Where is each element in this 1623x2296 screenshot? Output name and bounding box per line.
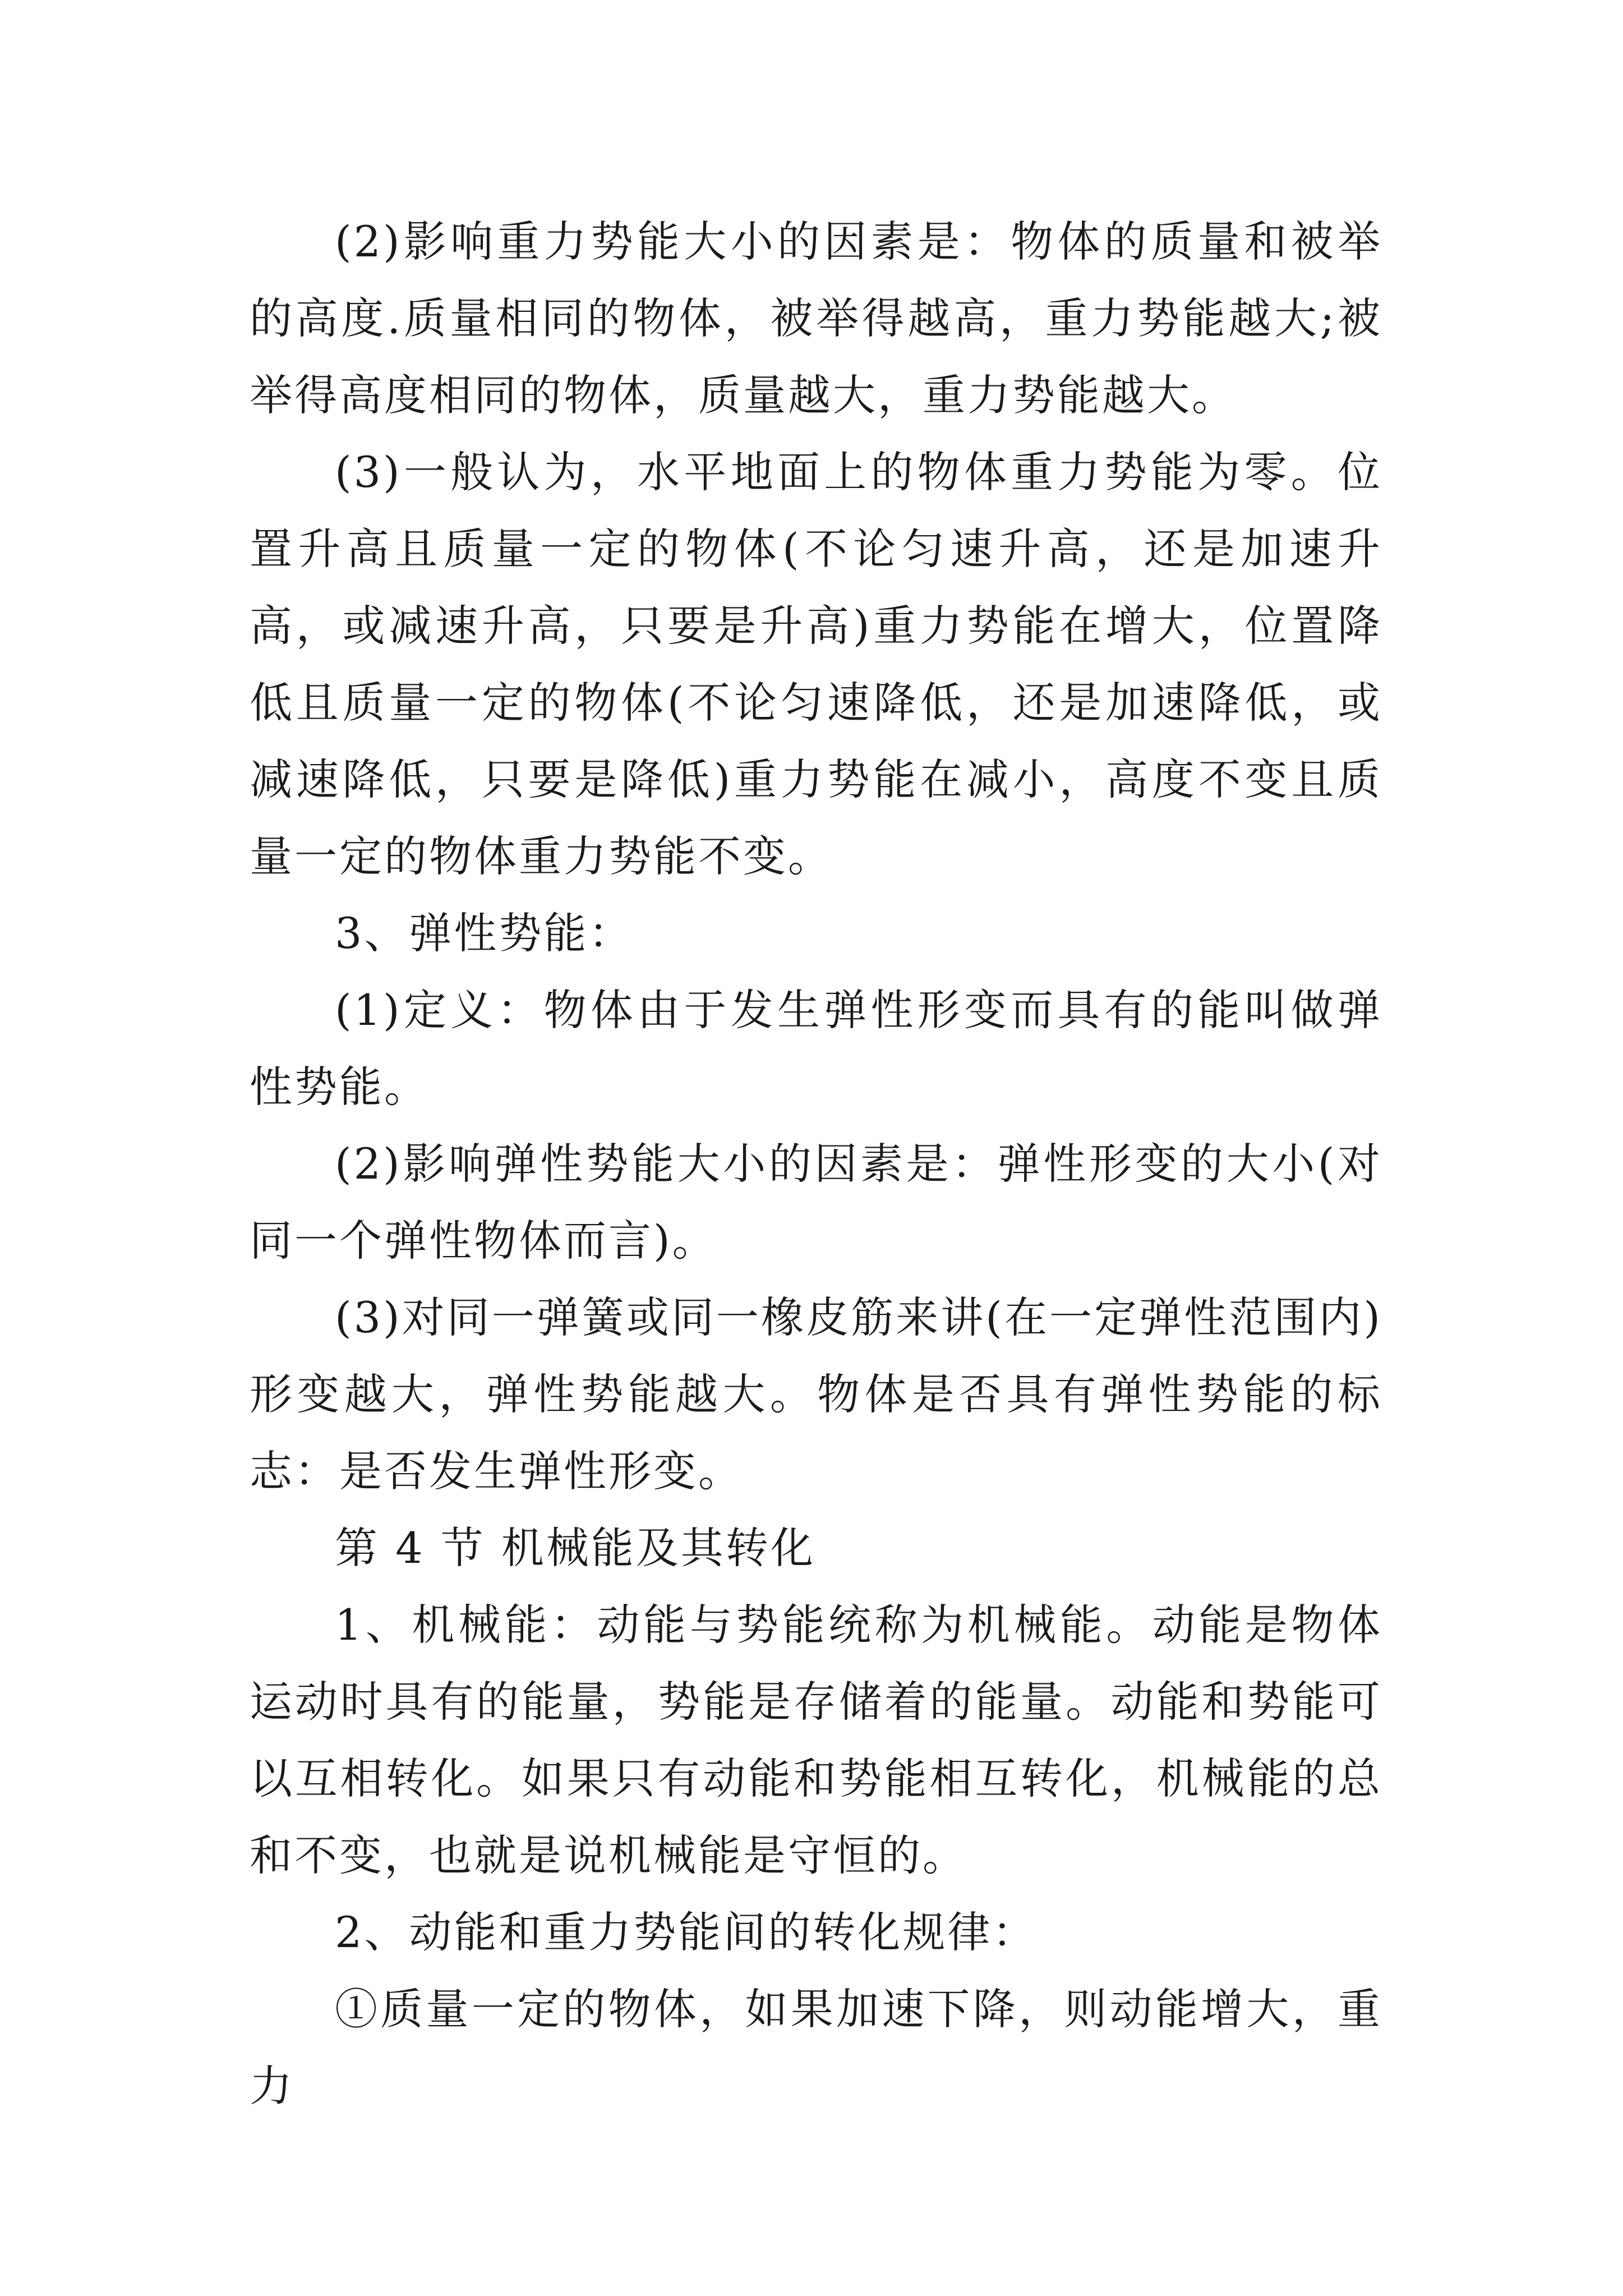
- paragraph-mechanical-energy: 1、机械能：动能与势能统称为机械能。动能是物体运动时具有的能量，势能是存储着的能量。动能和势能可以互相转化。如果只有动能和势能相互转化，机械能的总和不变，也就是说机械能是守恒的。: [250, 1600, 1382, 1880]
- heading-elastic-energy: 3、弹性势能：: [335, 908, 634, 958]
- paragraph-elastic-factors: (2)影响弹性势能大小的因素是：弹性形变的大小(对同一个弹性物体而言)。: [250, 1139, 1382, 1266]
- paragraph-conversion-rule-1: ①质量一定的物体，如果加速下降，则动能增大，重力: [250, 1984, 1382, 2111]
- section-title-mechanical-energy: 第 4 节 机械能及其转化: [335, 1523, 815, 1573]
- paragraph-elastic-definition: (1)定义：物体由于发生弹性形变而具有的能叫做弹性势能。: [250, 985, 1382, 1112]
- paragraph-gravity-zero: (3)一般认为，水平地面上的物体重力势能为零。位置升高且质量一定的物体(不论匀速升高，还是加速升高，或减速升高，只要是升高)重力势能在增大，位置降低且质量一定的物体(不论匀速降低，还是加速降低，或减速降低，只要是降低)重力势能在减小，高度不变且质量一定的物体重力势能不变。: [250, 447, 1382, 881]
- paragraph-gravity-factors: (2)影响重力势能大小的因素是：物体的质量和被举的高度.质量相同的物体，被举得越高，重力势能越大;被举得高度相同的物体，质量越大，重力势能越大。: [250, 217, 1382, 420]
- document-body: [250, 203, 1382, 2124]
- paragraph-elastic-deformation: (3)对同一弹簧或同一橡皮筋来讲(在一定弹性范围内)形变越大，弹性势能越大。物体是否具有弹性势能的标志：是否发生弹性形变。: [250, 1292, 1382, 1496]
- heading-conversion-rules: 2、动能和重力势能间的转化规律：: [335, 1907, 1038, 1957]
